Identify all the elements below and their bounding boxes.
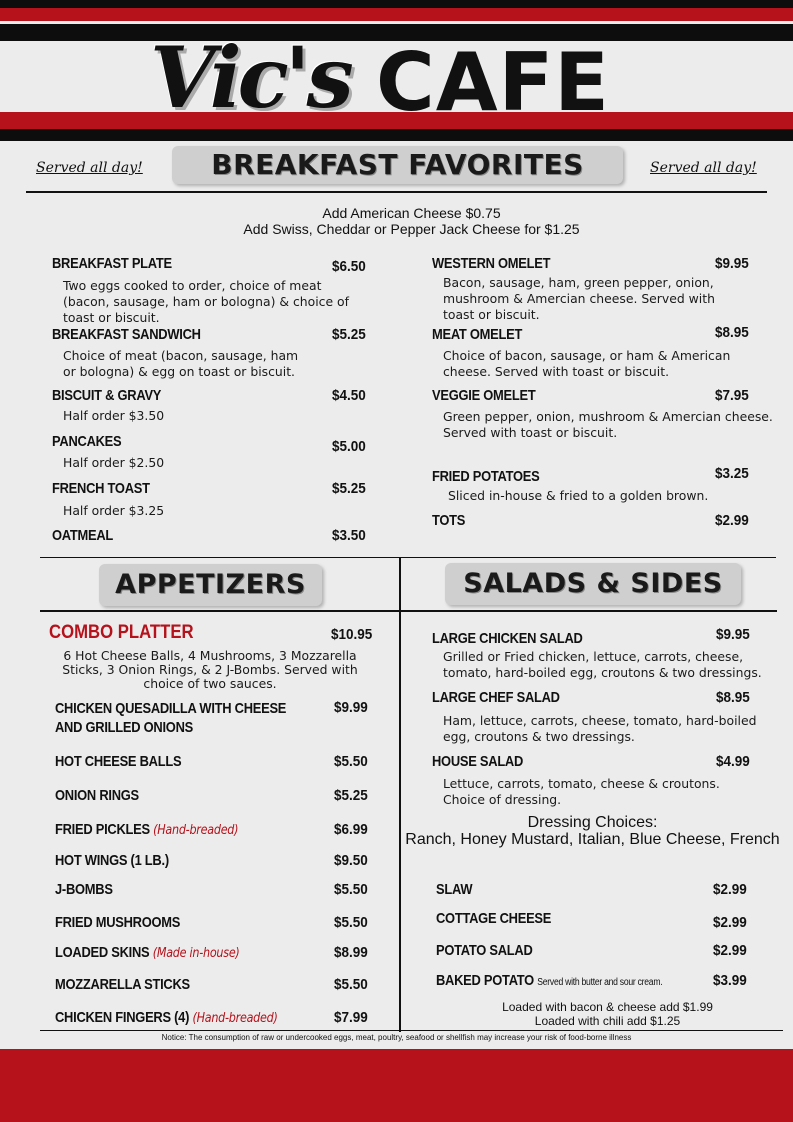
combo-platter-name: COMBO PLATTER [49, 622, 194, 643]
item-name: POTATO SALAD [436, 942, 533, 959]
item-desc: Choice of meat (bacon, sausage, ham or bologna) & egg on toast or biscuit. [63, 348, 299, 379]
item-price: $7.95 [715, 387, 749, 404]
combo-platter-desc: 6 Hot Cheese Balls, 4 Mushrooms, 3 Mozzarella Sticks, 3 Onion Rings, & 2 J-Bombs. Served with choice of two sauces. [62, 648, 358, 691]
section-divider-top [40, 557, 776, 558]
food-safety-notice: Notice: The consumption of raw or undercooked eggs, meat, poultry, seafood or shellfish may increase your risk of food-borne illness [161, 1033, 632, 1042]
item-name: HOT WINGS (1 LB.) [55, 852, 169, 869]
salads-sides-banner: SALADS & SIDES [445, 563, 741, 605]
item-price: $2.99 [715, 512, 749, 529]
item-price: $5.25 [332, 326, 366, 343]
item-name: J-BOMBS [55, 881, 113, 898]
appetizers-banner: APPETIZERS [99, 564, 322, 606]
item-price: $7.99 [334, 1009, 368, 1026]
item-name: FRENCH TOAST [52, 480, 150, 497]
item-desc: Half order $3.50 [63, 408, 165, 423]
cheese-note-1: Add American Cheese $0.75 [322, 205, 501, 221]
cheese-note-2: Add Swiss, Cheddar or Pepper Jack Cheese for $1.25 [243, 221, 580, 237]
item-name-text: FRIED PICKLES [55, 821, 150, 838]
item-price: $5.50 [334, 976, 368, 993]
logo-word-cafe: CAFE [376, 36, 610, 129]
item-note: (Hand-breaded) [153, 823, 239, 838]
item-price: $2.99 [713, 942, 747, 959]
item-name-text: LOADED SKINS [55, 944, 150, 961]
item-name-line2: AND GRILLED ONIONS [55, 719, 193, 736]
item-note: (Made in-house) [152, 946, 240, 961]
item-price: $3.99 [713, 972, 747, 989]
breakfast-divider [26, 191, 767, 193]
item-price: $3.50 [332, 527, 366, 544]
combo-platter-price: $10.95 [331, 626, 373, 643]
footer-red-band [0, 1049, 793, 1122]
item-name: COTTAGE CHEESE [436, 910, 552, 927]
header-stripe-black-bottom [0, 129, 793, 141]
item-name [55, 944, 240, 961]
item-price: $9.50 [334, 852, 368, 869]
item-name: CHICKEN QUESADILLA WITH CHEESE [55, 700, 287, 717]
item-price: $9.95 [715, 255, 749, 272]
item-name: LARGE CHEF SALAD [432, 689, 560, 706]
item-desc: Lettuce, carrots, tomato, cheese & croutons. Choice of dressing. [443, 776, 720, 807]
item-price: $6.99 [334, 821, 368, 838]
item-name: ONION RINGS [55, 787, 139, 804]
dressing-list: Ranch, Honey Mustard, Italian, Blue Cheese, French [405, 831, 780, 848]
item-name: MOZZARELLA STICKS [55, 976, 190, 993]
item-name: HOT CHEESE BALLS [55, 753, 182, 770]
served-all-day-right: Served all day! [650, 160, 757, 176]
logo-script-vics: Vic's [150, 28, 350, 127]
item-price: $2.99 [713, 881, 747, 898]
item-name [55, 1009, 278, 1026]
item-name: VEGGIE OMELET [432, 387, 536, 404]
item-price: $8.99 [334, 944, 368, 961]
loaded-note-2: Loaded with chili add $1.25 [534, 1014, 681, 1028]
item-name [436, 972, 662, 989]
item-desc: Half order $2.50 [63, 455, 165, 470]
item-price: $5.50 [334, 753, 368, 770]
section-divider-vertical [399, 557, 401, 1032]
item-name: OATMEAL [52, 527, 114, 544]
header-stripe-black-top [0, 0, 793, 8]
dressing-title: Dressing Choices: [527, 814, 658, 831]
item-desc: Green pepper, onion, mushroom & Amercian cheese. Served with toast or biscuit. [443, 409, 773, 440]
item-desc: Half order $3.25 [63, 503, 165, 518]
item-price: $5.25 [334, 787, 368, 804]
item-desc: Grilled or Fried chicken, lettuce, carrots, cheese, tomato, hard-boiled egg, croutons & two dressings. [443, 649, 762, 680]
section-divider-mid-right [400, 610, 777, 612]
item-price: $5.00 [332, 438, 366, 455]
item-price: $5.25 [332, 480, 366, 497]
item-name: TOTS [432, 512, 466, 529]
item-price: $4.50 [332, 387, 366, 404]
served-all-day-left: Served all day! [36, 160, 143, 176]
item-price: $4.99 [716, 753, 750, 770]
item-desc: Ham, lettuce, carrots, cheese, tomato, hard-boiled egg, croutons & two dressings. [443, 713, 757, 744]
item-name-text: CHICKEN FINGERS (4) [55, 1009, 190, 1026]
item-desc: Two eggs cooked to order, choice of meat (bacon, sausage, ham or bologna) & choice of toast or biscuit. [63, 278, 349, 325]
item-price: $9.95 [716, 626, 750, 643]
item-name-text: BAKED POTATO [436, 972, 534, 989]
item-name: WESTERN OMELET [432, 255, 551, 272]
item-name: BISCUIT & GRAVY [52, 387, 162, 404]
item-price: $6.50 [332, 258, 366, 275]
item-name: LARGE CHICKEN SALAD [432, 630, 583, 647]
item-price: $5.50 [334, 881, 368, 898]
item-note: Served with butter and sour cream. [537, 977, 663, 988]
item-desc: Choice of bacon, sausage, or ham & American cheese. Served with toast or biscuit. [443, 348, 731, 379]
item-name: BREAKFAST SANDWICH [52, 326, 201, 343]
item-name: SLAW [436, 881, 473, 898]
item-name [55, 821, 238, 838]
header-stripe-red-top [0, 8, 793, 21]
loaded-note-1: Loaded with bacon & cheese add $1.99 [502, 1000, 713, 1014]
breakfast-favorites-banner: BREAKFAST FAVORITES [172, 146, 623, 184]
item-price: $8.95 [715, 324, 749, 341]
section-divider-bottom [40, 1030, 783, 1031]
item-name: FRIED POTATOES [432, 468, 540, 485]
item-desc: Bacon, sausage, ham, green pepper, onion, mushroom & Amercian cheese. Served with toast or biscuit. [443, 275, 715, 322]
item-name: PANCAKES [52, 433, 122, 450]
item-price: $5.50 [334, 914, 368, 931]
section-divider-mid-left [40, 610, 400, 612]
item-price: $3.25 [715, 465, 749, 482]
item-name: FRIED MUSHROOMS [55, 914, 181, 931]
item-name: HOUSE SALAD [432, 753, 524, 770]
item-note: (Hand-breaded) [192, 1011, 278, 1026]
item-price: $2.99 [713, 914, 747, 931]
item-price: $9.99 [334, 699, 368, 716]
item-price: $8.95 [716, 689, 750, 706]
item-desc: Sliced in-house & fried to a golden brown. [448, 488, 709, 503]
item-name: BREAKFAST PLATE [52, 255, 172, 272]
item-name: MEAT OMELET [432, 326, 523, 343]
